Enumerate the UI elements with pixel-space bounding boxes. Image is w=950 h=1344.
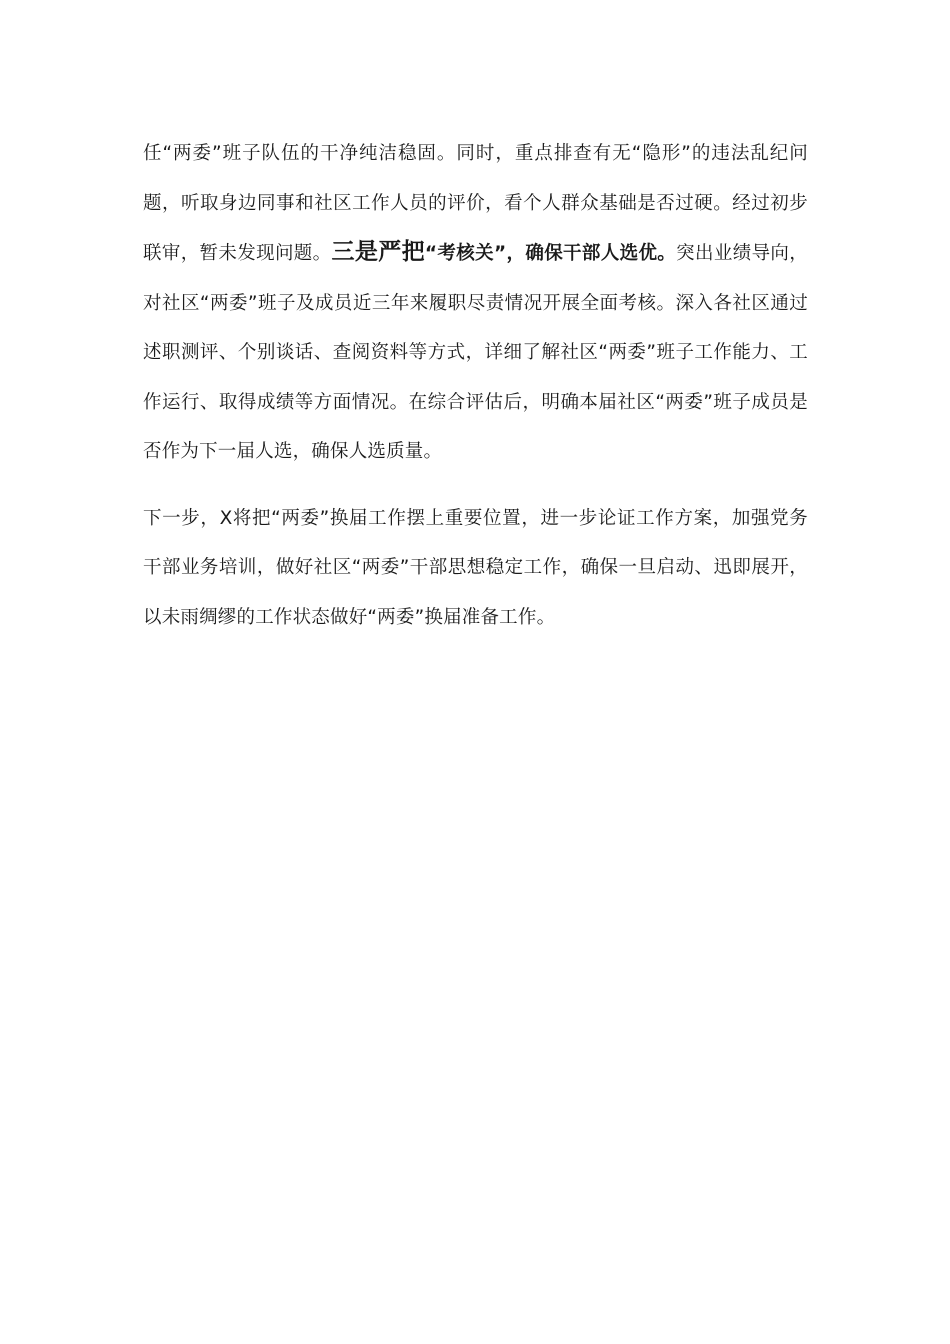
paragraph-text-before: 任“两委”班子队伍的干净纯洁稳固。同时，重点排查有无“隐形”的违法乱纪问题，听取身边同事和社区工作人员的评价，看个人群众基础是否过硬。经过初步联审，暂未发现问题。 bbox=[143, 143, 808, 264]
document-body bbox=[143, 129, 808, 642]
section-lead-heading: 三是严把 bbox=[331, 239, 425, 265]
paragraph-assessment bbox=[143, 129, 808, 477]
paragraph-text-after: 突出业绩导向，对社区“两委”班子及成员近三年来履职尽责情况开展全面考核。深入各社区通过述职测评、个别谈话、查阅资料等方式，详细了解社区“两委”班子工作能力、工作运行、取得成绩等方面情况。在综合评估后，明确本届社区“两委”班子成员是否作为下一届人选，确保人选质量。 bbox=[143, 243, 808, 462]
section-bold-heading: “考核关”，确保干部人选优。 bbox=[424, 243, 677, 264]
paragraph-next-step: 下一步，X将把“两委”换届工作摆上重要位置，进一步论证工作方案，加强党务干部业务培训，做好社区“两委”干部思想稳定工作，确保一旦启动、迅即展开，以未雨绸缪的工作状态做好“两委”换届准备工作。 bbox=[143, 507, 808, 628]
